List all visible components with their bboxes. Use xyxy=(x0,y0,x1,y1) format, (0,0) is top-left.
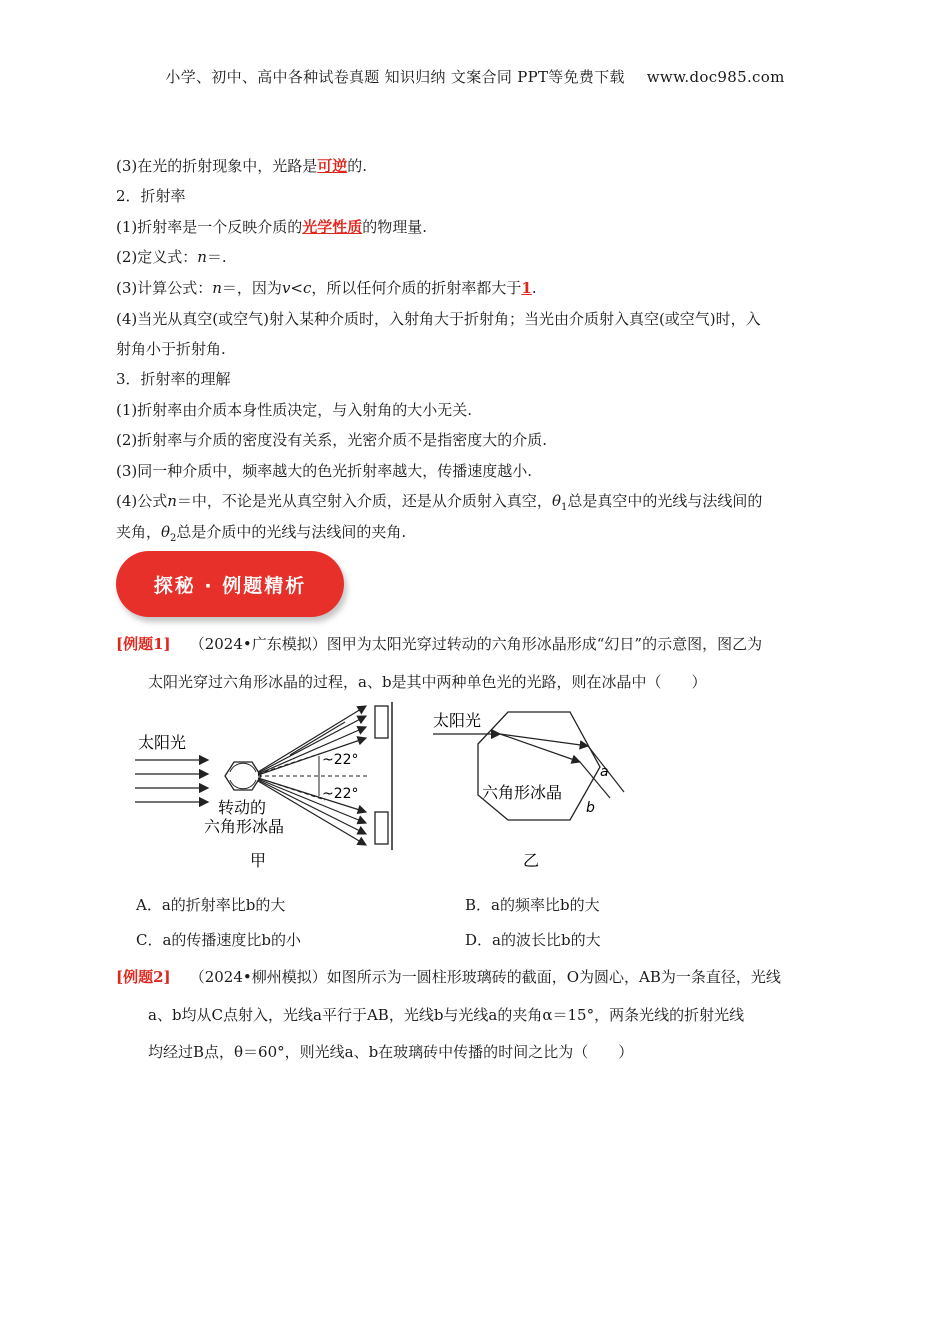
example-2-line-2: a、b均从C点射入，光线a平行于AB，光线b与光线a的夹角α＝15°，两条光线的折射光线 xyxy=(148,1006,745,1024)
highlight-keyword: 可逆 xyxy=(317,157,348,175)
text-line-11: (3)同一种介质中，频率越大的色光折射率越大，传播速度越小. xyxy=(116,462,533,480)
text: 总是真空中的光线与法线间的 xyxy=(567,492,763,510)
figure-jia xyxy=(130,700,400,875)
text: （2024•柳州模拟）如图所示为一圆柱形玻璃砖的截面，O为圆心，AB为一条直径，光线 xyxy=(189,968,781,986)
example-1-line-2: 太阳光穿过六角形冰晶的过程，a、b是其中两种单色光的光路，则在冰晶中（ ） xyxy=(148,673,707,691)
text: (3)计算公式： xyxy=(116,279,213,297)
text: （2024•广东模拟）图甲为太阳光穿过转动的六角形冰晶形成“幻日”的示意图，图乙为 xyxy=(189,635,763,653)
header-text: 小学、初中、高中各种试卷真题 知识归纳 文案合同 PPT等免费下载 xyxy=(165,68,625,86)
text: . xyxy=(531,279,537,297)
text: (4)公式 xyxy=(116,492,168,510)
text-line-1 xyxy=(116,155,367,176)
section-banner: 探秘 · 例题精析 xyxy=(116,551,344,617)
example-1-line-1 xyxy=(116,633,762,654)
text: (2)定义式： xyxy=(116,248,198,266)
text: 的. xyxy=(347,157,368,175)
ice-label: 六角形冰晶 xyxy=(482,783,563,802)
angle-label-lower: ~22° xyxy=(322,786,359,802)
text: ＝中，不论是光从真空射入介质，还是从介质射入真空， xyxy=(176,492,552,510)
figure-caption-jia: 甲 xyxy=(250,851,267,870)
text-line-10: (2)折射率与介质的密度没有关系，光密介质不是指密度大的介质. xyxy=(116,431,548,449)
text: (1)折射率是一个反映介质的 xyxy=(116,218,303,236)
option-a[interactable]: A．a的折射率比b的大 xyxy=(136,896,286,914)
text: ，所以任何介质的折射率都大于 xyxy=(311,279,522,297)
hexagon-crystal-large xyxy=(478,712,600,820)
text-line-4 xyxy=(116,246,227,267)
text: ＝，因为 xyxy=(221,279,282,297)
hexagon-crystal xyxy=(225,762,261,790)
symbol-n: n xyxy=(212,279,222,297)
text: 的物理量. xyxy=(362,218,428,236)
ray-b-label: b xyxy=(586,800,595,816)
symbol-c: c xyxy=(303,279,312,297)
text: 夹角， xyxy=(116,523,162,541)
screen-image-lower xyxy=(375,812,388,844)
screen-image-upper xyxy=(375,706,388,738)
text-line-6: (4)当光从真空(或空气)射入某种介质时，入射角大于折射角；当光由介质射入真空(或空气)时，入 xyxy=(116,310,761,328)
example-tag: [例题2] xyxy=(116,968,171,986)
incoming-rays xyxy=(135,760,208,802)
symbol-v: v xyxy=(281,279,291,297)
symbol-n: n xyxy=(197,248,207,266)
text-line-13 xyxy=(116,521,406,544)
subscript: 1 xyxy=(560,502,568,513)
text-line-7: 射角小于折射角. xyxy=(116,340,226,358)
text-line-12 xyxy=(116,490,762,513)
page-header xyxy=(0,66,950,87)
text: ＝. xyxy=(206,248,227,266)
text-line-9: (1)折射率由介质本身性质决定，与入射角的大小无关. xyxy=(116,401,473,419)
figure-caption-yi: 乙 xyxy=(523,851,540,870)
example-2-line-3: 均经过B点，θ＝60°，则光线a、b在玻璃砖中传播的时间之比为（ ） xyxy=(148,1043,634,1061)
ray-a-label: a xyxy=(600,764,609,780)
symbol-theta: θ xyxy=(551,492,561,510)
symbol-lt: < xyxy=(290,279,303,297)
option-d[interactable]: D．a的波长比b的大 xyxy=(465,931,601,949)
ice-label-line2: 六角形冰晶 xyxy=(204,817,285,836)
text: 总是介质中的光线与法线间的夹角. xyxy=(176,523,407,541)
subscript: 2 xyxy=(170,533,177,544)
highlight-keyword: 1 xyxy=(521,279,532,297)
option-b[interactable]: B．a的频率比b的大 xyxy=(465,896,600,914)
sun-label: 太阳光 xyxy=(433,711,482,730)
highlight-keyword: 光学性质 xyxy=(302,218,363,236)
sun-label: 太阳光 xyxy=(138,733,187,752)
angle-label-upper: ~22° xyxy=(322,752,359,768)
symbol-theta: θ xyxy=(161,523,171,541)
symbol-n: n xyxy=(167,492,177,510)
text-line-5 xyxy=(116,277,537,298)
header-site: www.doc985.com xyxy=(646,68,785,86)
figure-yi xyxy=(428,700,628,875)
section-heading-3: 3．折射率的理解 xyxy=(116,370,231,388)
ice-label-line1: 转动的 xyxy=(218,798,267,817)
text-line-3 xyxy=(116,216,427,237)
example-2-line-1 xyxy=(116,966,781,987)
option-c[interactable]: C．a的传播速度比b的小 xyxy=(136,931,302,949)
section-heading-2: 2．折射率 xyxy=(116,187,186,205)
rotation-arrow xyxy=(230,763,256,772)
example-tag: [例题1] xyxy=(116,635,171,653)
text: (3)在光的折射现象中，光路是 xyxy=(116,157,318,175)
